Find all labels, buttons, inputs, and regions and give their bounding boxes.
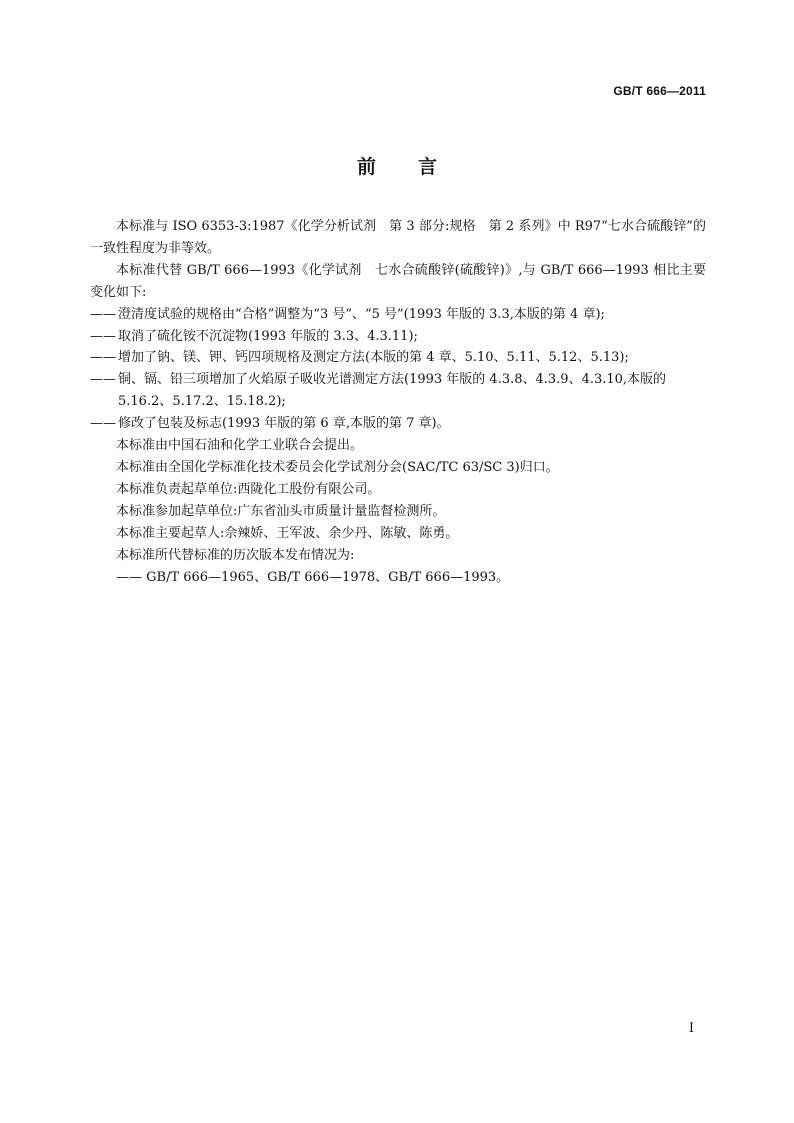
history-text: GB/T 666—1965、GB/T 666—1978、GB/T 666—1993。 (142, 569, 510, 585)
list-dash: —— (90, 350, 116, 366)
paragraph-participating-unit: 本标准参加起草单位:广东省汕头市质量计量监督检测所。 (116, 503, 446, 519)
paragraph-drafters: 本标准主要起草人:佘辣娇、王军波、余少丹、陈敏、陈勇。 (116, 525, 459, 541)
change-text: 铜、镉、铅三项增加了火焰原子吸收光谱测定方法(1993 年版的 4.3.8、4.3.9、4.3.10,本版的 (118, 372, 667, 388)
list-dash: —— (116, 569, 142, 585)
list-dash: —— (90, 328, 116, 344)
change-text: 修改了包装及标志(1993 年版的第 6 章,本版的第 7 章)。 (118, 416, 450, 432)
paragraph-drafting-unit: 本标准负责起草单位:西陇化工股份有限公司。 (116, 481, 381, 497)
change-item (90, 304, 706, 326)
page-title (0, 152, 794, 179)
paragraph-proposed: 本标准由中国石油和化学工业联合会提出。 (116, 438, 364, 454)
change-item (90, 347, 706, 369)
page-number: I (688, 1021, 694, 1036)
paragraph-replacement: 本标准代替 GB/T 666—1993《化学试剂 七水合硫酸锌(硫酸锌)》,与 GB/T 666—1993 相比主要变化如下: (90, 262, 706, 300)
list-dash: —— (90, 306, 116, 322)
change-text: 澄清度试验的规格由“合格”调整为“3 号”、“5 号”(1993 年版的 3.3,本版的第 4 章); (118, 306, 605, 322)
change-item-continuation: 5.16.2、5.17.2、15.18.2); (118, 394, 286, 410)
change-text: 增加了钠、镁、钾、钙四项规格及测定方法(本版的第 4 章、5.10、5.11、5.12、5.13); (118, 350, 629, 366)
change-text: 取消了硫化铵不沉淀物(1993 年版的 3.3、4.3.11); (118, 328, 418, 344)
title-char-1: 前 (356, 156, 376, 178)
foreword-body (90, 216, 706, 588)
list-dash: —— (90, 372, 116, 388)
standard-code: GB/T 666—2011 (613, 84, 706, 98)
list-dash: —— (90, 416, 116, 432)
history-item (90, 567, 706, 589)
paragraph-consistency: 本标准与 ISO 6353-3:1987《化学分析试剂 第 3 部分:规格 第 2 系列》中 R97“七水合硫酸锌”的一致性程度为非等效。 (90, 219, 706, 256)
change-item (90, 369, 706, 391)
title-char-2: 言 (418, 156, 438, 178)
paragraph-history-intro: 本标准所代替标准的历次版本发布情况为: (116, 547, 355, 563)
change-item (90, 326, 706, 348)
paragraph-centralized: 本标准由全国化学标准化技术委员会化学试剂分会(SAC/TC 63/SC 3)归口。 (116, 459, 559, 475)
change-item (90, 413, 706, 435)
